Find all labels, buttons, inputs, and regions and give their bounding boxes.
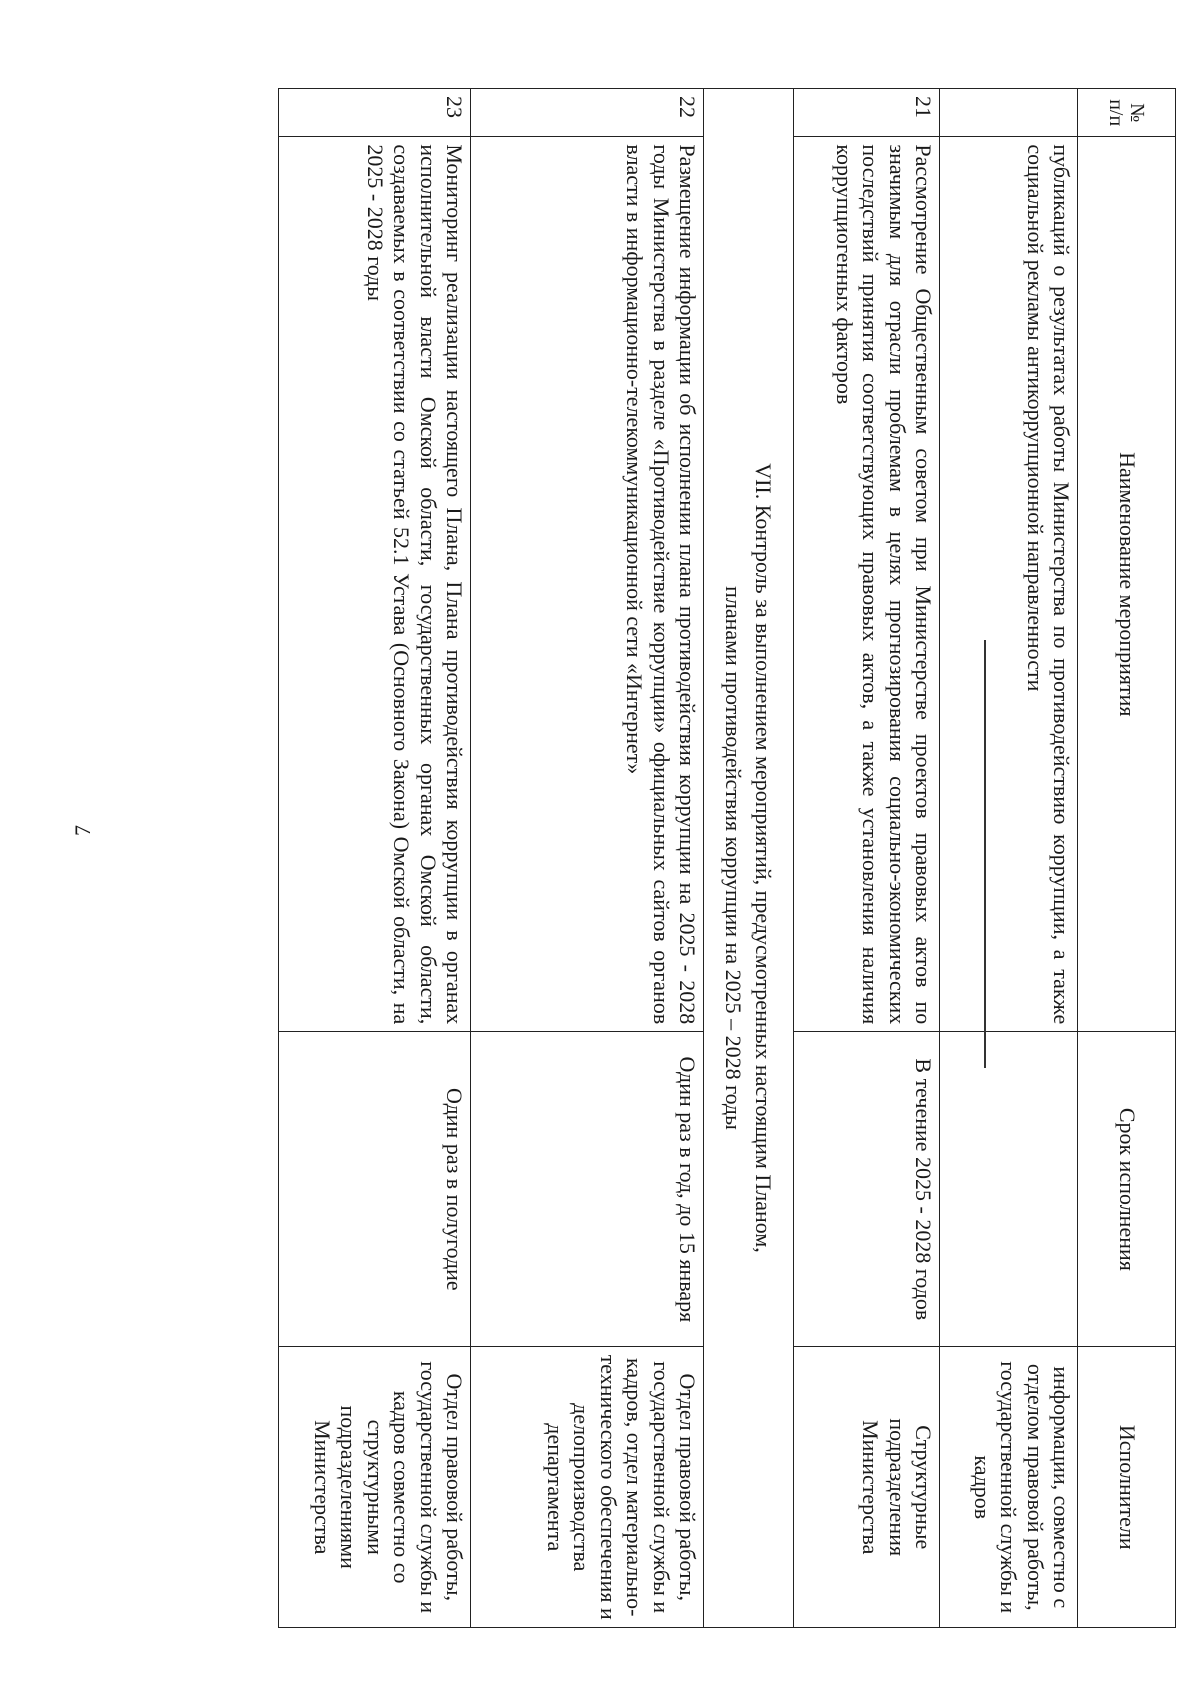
row-name: Рассмотрение Общественным советом при Министерстве проектов правовых актов по значимым для отрасли проблемам в целях прогнозирования социально-экономических последствий принятия соответствующих правовых актов, а также установления наличия коррупциогенных факторов: [794, 137, 940, 1032]
row-exec: Структурные подразделения Министерства: [794, 1347, 940, 1628]
row-num: 21: [794, 89, 940, 137]
header-num: № п/п: [1078, 89, 1176, 137]
header-term: Срок исполнения: [1078, 1032, 1176, 1347]
section-heading-line1: VII. Контроль за выполнением мероприятий, предусмотренных настоящим Планом,: [751, 463, 777, 1253]
table-row: [794, 89, 940, 1628]
page-number: 7: [70, 825, 95, 836]
rotated-table-wrapper: [141, 88, 1176, 1628]
row-term: Один раз в год, до 15 января: [471, 1032, 704, 1347]
row-exec: Отдел правовой работы, государственной службы и кадров, отдел материально-технического обеспечения и делопроизводства департамента: [471, 1347, 704, 1628]
row-exec: Отдел правовой работы, государственной службы и кадров совместно со структурными подразделениями Министерства: [279, 1347, 471, 1628]
section-heading-line2: планами противодействия коррупции на 2025 – 2028 годы: [721, 586, 747, 1130]
row-exec: информации, совместно с отделом правовой работы, государственной службы и кадров: [940, 1347, 1078, 1628]
header-exec: Исполнители: [1078, 1347, 1176, 1628]
table-header-row: [1078, 89, 1176, 1628]
row-num: 22: [471, 89, 704, 137]
row-num: [940, 89, 1078, 137]
table-row: [471, 89, 704, 1628]
header-name: Наименование мероприятия: [1078, 137, 1176, 1032]
row-name: публикаций о результатах работы Министерства по противодействию коррупции, а также социальной рекламы антикоррупционной направленности: [940, 137, 1078, 1032]
row-term: Один раз в полугодие: [279, 1032, 471, 1347]
row-num: 23: [279, 89, 471, 137]
table-row: [279, 89, 471, 1628]
table-row: [940, 89, 1078, 1628]
section-heading: [704, 89, 794, 1628]
plan-table: [278, 88, 1176, 1628]
row-term: В течение 2025 - 2028 годов: [794, 1032, 940, 1347]
section-row: [704, 89, 794, 1628]
row-name: Размещение информации об исполнении плана противодействия коррупции на 2025 - 2028 годы Министерства в разделе «Противодействие коррупции» официальных сайтов органов власти в информационно-телекоммуникационной сети «Интернет»: [471, 137, 704, 1032]
row-term: [940, 1032, 1078, 1347]
end-of-document-line: [984, 640, 986, 1068]
row-name: Мониторинг реализации настоящего Плана, Плана противодействия коррупции в органах исполнительной власти Омской области, государственных органах Омской области, создаваемых в соответствии со статьей 52.1 Устава (Основного Закона) Омской области, на 2025 - 2028 годы: [279, 137, 471, 1032]
